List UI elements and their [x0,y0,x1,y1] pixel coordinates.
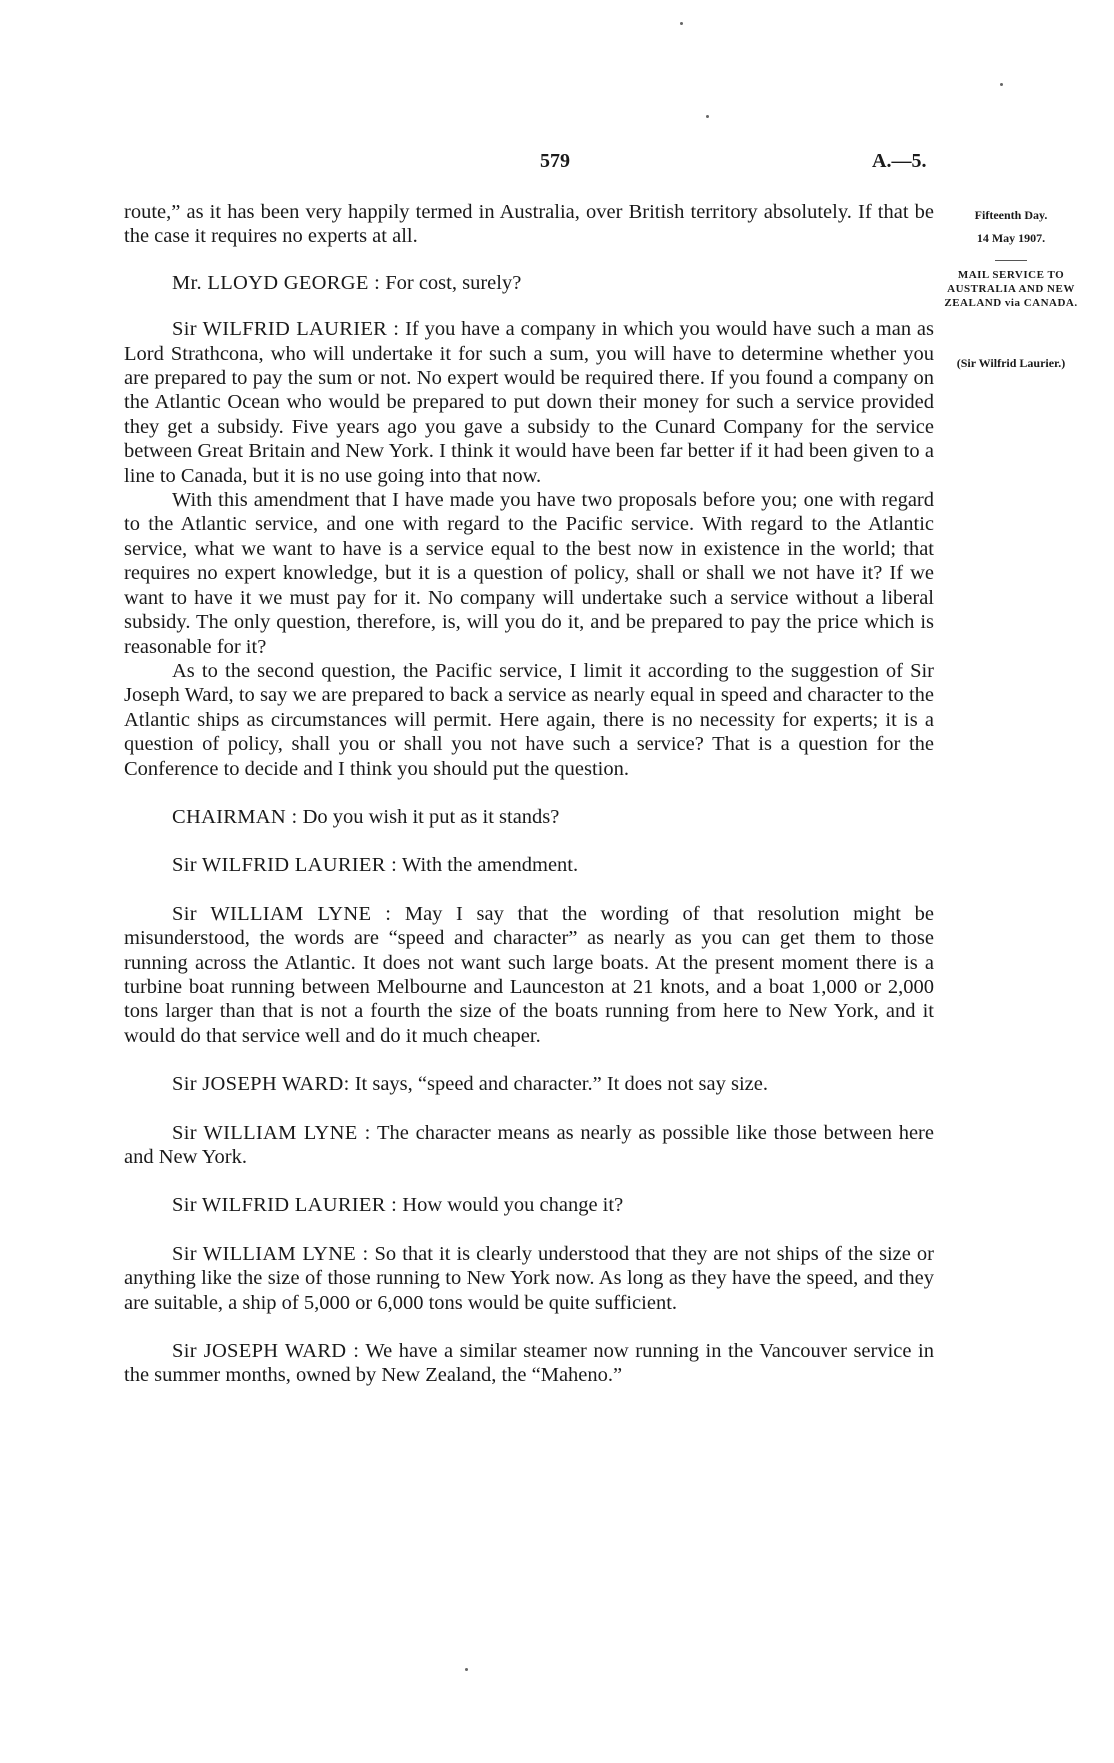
margin-date: 14 May 1907. [976,231,1046,245]
speech-ward-1 [124,1072,934,1096]
speech-text: With the amendment. [397,854,579,877]
paragraph-continuation: route,” as it has been very happily termed in Australia, over British territory absolutely. If that be the case it requires no experts at all. [124,201,934,248]
scan-speck [1000,83,1003,86]
speaker-name: Sir WILLIAM LYNE : [172,1242,369,1265]
scan-speck [465,1668,468,1671]
margin-day: Fifteenth Day. [974,208,1048,222]
speech-text: We have a similar steamer now running in the Vancouver service in the summer months, owned by New Zealand, the “Maheno.” [124,1340,934,1387]
speech-lloyd-george [124,271,934,295]
speaker-name: Mr. LLOYD GEORGE : [172,271,381,294]
scan-speck [706,115,709,118]
speech-lyne-3 [124,1242,934,1315]
margin-divider [995,260,1027,261]
document-reference: A.—5. [872,150,927,172]
paragraph: With this amendment that I have made you have two proposals before you; one with regard to the Atlantic service, and one with regard to the Pacific service. With regard to the Atlantic service, what we want to have is a service equal to the best now in existence in the world; that requires no expert knowledge, but it is a question of policy, shall or shall we not have it? If we want to have it we must pay for it. No company will undertake such a service without a liberal subsidy. The only question, therefore, is, will you do it, and be prepared to pay the price which is reasonable for it? [124,489,934,658]
paragraph: As to the second question, the Pacific service, I limit it according to the suggestion of Sir Joseph Ward, to say we are prepared to back a service as nearly equal in speed and character to the Atlantic ships as circumstances will permit. Here again, there is no necessity for experts; it is a question of policy, shall you or shall you not have such a service? That is a question for the Conference to decide and I think you should put the question. [124,659,934,780]
margin-topic: MAIL SERVICE TO AUSTRALIA AND NEW ZEALAND via CANADA. [944,269,1078,309]
speaker-name: Sir WILFRID LAURIER : [172,1194,398,1217]
speech-lyne-1 [124,902,934,1048]
speech-text: It says, “speed and character.” It does not say size. [349,1073,768,1096]
speaker-name: Sir WILFRID LAURIER : [172,318,400,341]
speech-text: How would you change it? [397,1194,624,1217]
speech-ward-2 [124,1339,934,1388]
speech-text: The character means as nearly as possible like those between here and New York. [124,1121,934,1168]
speech-laurier-3 [124,1193,934,1217]
speech-text: So that it is clearly understood that they are not ships of the size or anything like the size of those running to New York now. As long as they have the speed, and they are suitable, a ship of 5,000 or 6,000 tons would be quite sufficient. [124,1242,934,1314]
speech-laurier-1 [124,317,934,488]
speaker-name: CHAIRMAN : [172,805,298,828]
margin-speaker: (Sir Wilfrid Laurier.) [956,356,1066,370]
speaker-name: Sir JOSEPH WARD : [172,1340,360,1363]
speaker-name: Sir WILLIAM LYNE : [172,1121,371,1144]
speaker-name: Sir WILLIAM LYNE : [172,902,392,925]
speech-text: Do you wish it put as it stands? [297,805,560,828]
speech-text: If you have a company in which you would have such a man as Lord Strathcona, who will undertake it for such a sum, you will have to determine whether you are prepared to pay the sum or not. No expert would be required there. If you found a company on the Atlantic Ocean who would be prepared to put down their money for such a service provided they get a subsidy. Five years ago you gave a subsidy to the Cunard Company for the service between Great Britain and New York. I think it would have been far better if it had been given to a line to Canada, but it is no use going into that now. [124,318,934,487]
page-number: 579 [540,150,570,172]
speaker-name: Sir WILFRID LAURIER : [172,854,398,877]
main-text [124,200,934,1388]
speech-laurier-2 [124,853,934,877]
speaker-name: Sir JOSEPH WARD: [172,1073,350,1096]
speech-lyne-2 [124,1121,934,1170]
scan-speck [680,22,683,25]
speech-text: May I say that the wording of that resolution might be misunderstood, the words are “speed and character” as nearly as you can get them to those running across the Atlantic. It does not want such large boats. At the present moment there is a turbine boat running between Melbourne and Launceston at 21 knots, and a boat 1,000 or 2,000 tons larger than that is not a fourth the size of the boats running from here to New York, and it would do that service well and do it much cheaper. [124,902,934,1047]
speech-chairman [124,805,934,829]
speech-text: For cost, surely? [380,271,522,294]
